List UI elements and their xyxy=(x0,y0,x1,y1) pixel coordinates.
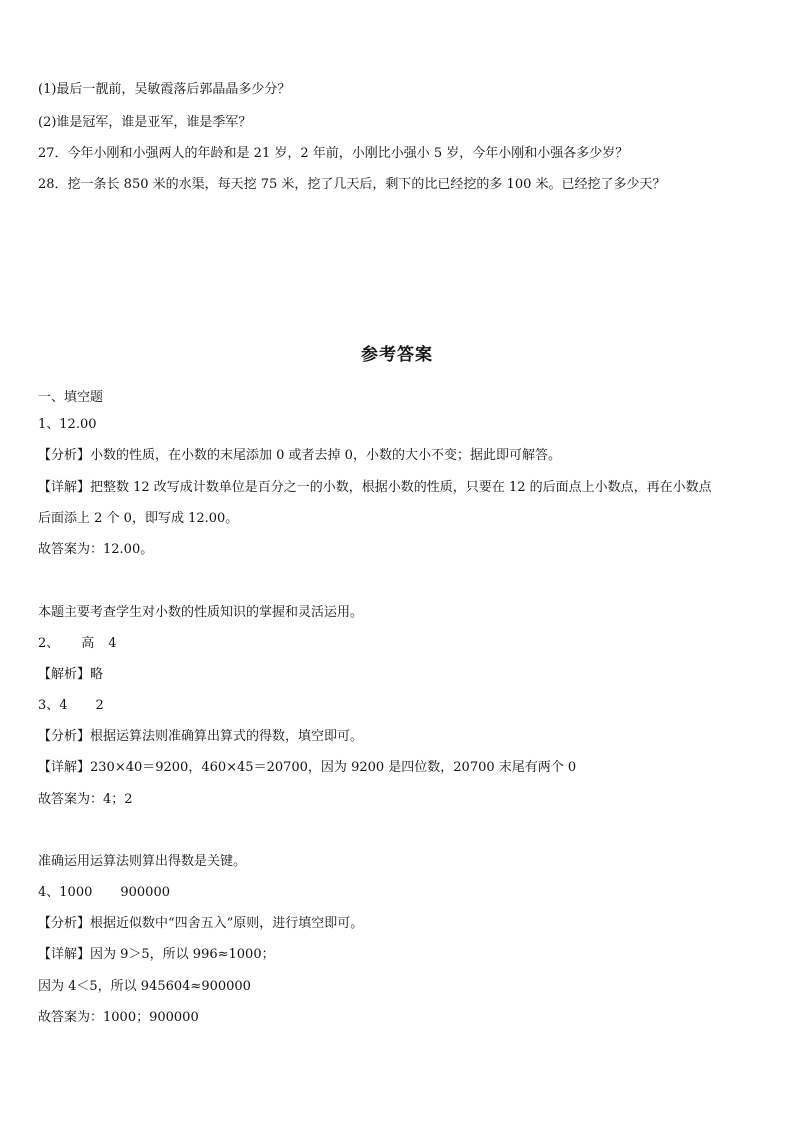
answer-3-head xyxy=(38,697,104,715)
answers-title: 参考答案 xyxy=(361,345,433,365)
answer-4-detail-line-1: 【详解】因为 9＞5，所以 996≈1000； xyxy=(38,947,275,962)
section-heading-fill-blanks: 一、填空题 xyxy=(38,390,104,405)
answer-3-conclusion: 故答案为：4；2 xyxy=(38,792,133,807)
question-27: 27．今年小刚和小强两人的年龄和是 21 岁，2 年前，小刚比小强小 5 岁，今年小刚和小强各多少岁？ xyxy=(38,146,629,161)
answer-4-number: 4、1000 xyxy=(38,885,93,900)
answer-1-analysis: 【分析】小数的性质，在小数的末尾添加 0 或者去掉 0，小数的大小不变；据此即可解答。 xyxy=(38,448,561,463)
question-28: 28．挖一条长 850 米的水渠，每天挖 75 米，挖了几天后，剩下的比已经挖的多 100 米。已经挖了多少天？ xyxy=(38,177,666,192)
answer-3-detail: 【详解】230×40＝9200，460×45＝20700，因为 9200 是四位数，20700 末尾有两个 0 xyxy=(38,760,577,775)
answer-3-blank-2: 2 xyxy=(95,698,104,713)
answer-2-analysis: 【解析】略 xyxy=(38,667,104,682)
question-26-part-1: (1)最后一靓前，吴敏霞落后郭晶晶多少分？ xyxy=(38,82,291,97)
answer-3-analysis: 【分析】根据运算法则准确算出算式的得数，填空即可。 xyxy=(38,729,364,744)
answer-2-blank-2: 4 xyxy=(108,636,117,651)
answer-2-head xyxy=(38,635,117,653)
answer-3-number: 3、4 xyxy=(38,698,68,713)
answer-4-conclusion: 故答案为：1000；900000 xyxy=(38,1010,199,1025)
answer-4-analysis: 【分析】根据近似数中“四舍五入”原则，进行填空即可。 xyxy=(38,916,364,931)
answer-1-head: 1、12.00 xyxy=(38,417,97,432)
answer-4-detail-line-2: 因为 4＜5，所以 945604≈900000 xyxy=(38,979,251,994)
answer-2-blank-1: 高 xyxy=(81,636,95,651)
answer-1-conclusion: 故答案为：12.00。 xyxy=(38,542,154,557)
answer-1-detail-line-2: 后面添上 2 个 0，即写成 12.00。 xyxy=(38,511,239,526)
answer-3-comment: 准确运用运算法则算出得数是关键。 xyxy=(38,854,247,869)
answer-1-comment: 本题主要考查学生对小数的性质知识的掌握和灵活运用。 xyxy=(38,605,364,620)
answer-1-detail-line-1: 【详解】把整数 12 改写成计数单位是百分之一的小数，根据小数的性质，只要在 12 的后面点上小数点，再在小数点 xyxy=(38,480,712,495)
answer-4-blank-2: 900000 xyxy=(120,885,170,900)
answer-4-head xyxy=(38,884,170,902)
answer-2-number: 2、 xyxy=(38,636,60,651)
question-26-part-2: (2)谁是冠军，谁是亚军，谁是季军？ xyxy=(38,115,252,130)
